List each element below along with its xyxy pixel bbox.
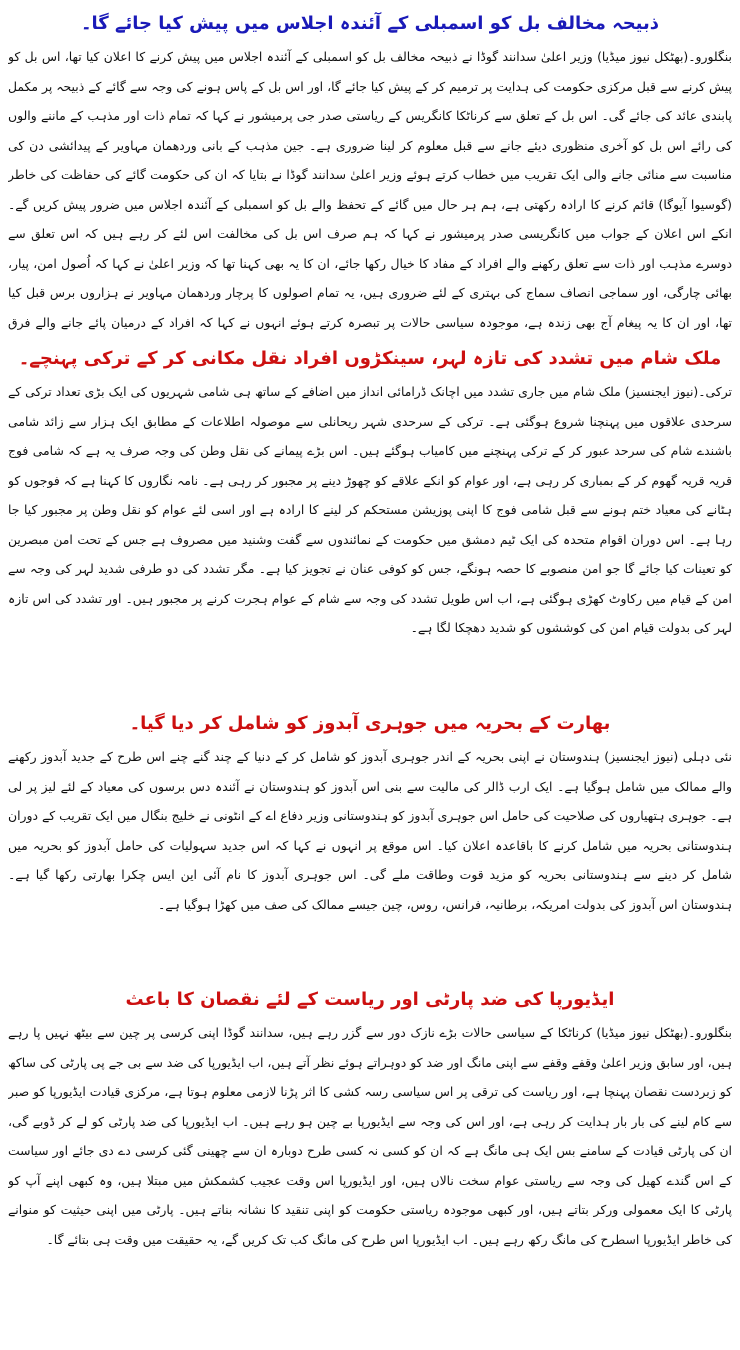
article-body: ترکی۔(نیوز ایجنسیز) ملک شام میں جاری تشدد میں اچانک ڈرامائی انداز میں اضافے کے ساتھ ہی شامی شہریوں کی ایک بڑی تعداد ترکی کے سرحدی علاقوں میں پہنچنا شروع ہوگئی ہے۔ ترکی کے سرحدی شہر ریحانلی سے موصولہ اطلاعات کے مطابق ایک ہزار سے زائد شامی باشندے شام کی سرحد عبور کر کے ترکی پہنچنے میں کامیاب ہوگئے ہیں۔ اس بڑے پیمانے کی نقل وطن کی وجہ صرف یہ ہے کہ شامی فوج قریہ قریہ گھوم کر کے بمباری کر رہی ہے، اور عوام کو انکے علاقے کو چھوڑ دینے پر مجبور کر رہی ہے۔ نامہ نگاروں کا کہنا ہے کہ فوجوں کو ہٹانے کی معیاد ختم ہونے سے قبل شامی فوج کا اپنی پوزیشن مستحکم کر لینے کا ارادہ ہے اور اسی لئے عوام کو نقل وطن پر مجبور کیا جا رہا ہے۔ اس دوران اقوام متحدہ کی ایک ٹیم دمشق میں حکومت کے نمائندوں سے گفت وشنید میں مصروف ہے جس کے تحت امن مبصرین کو تعینات کیا جائے گا جو امن منصوبے کا حصہ ہونگے، جس کو کوفی عنان نے تجویز کیا ہے۔ مگر تشدد کی دو طرفی شدید لہر کی وجہ سے امن کے قیام میں رکاوٹ کھڑی ہوگئی ہے، اب اس طویل تشدد کی وجہ سے شام کے عوام ہجرت کرنے پر مجبور ہیں۔ اور تشدد کی اس تازہ لہر کی بدولت قیام امن کی کوششوں کو شدید دھچکا لگا ہے۔	[8, 384, 732, 635]
article-yeddyurappa	[8, 982, 732, 1343]
article-headline: ملک شام میں تشدد کی تازہ لہر، سینکڑوں افراد نقل مکانی کر کے ترکی پہنچے۔	[18, 348, 722, 369]
article-body: بنگلورو۔(بھٹکل نیوز میڈیا) کرناٹکا کے سیاسی حالات بڑے نازک دور سے گزر رہے ہیں، سدانند گوڈا اپنی کرسی پر چین سے بیٹھ نہیں پا رہے ہیں، اور سابق وزیر اعلیٰ وقفے وقفے سے اپنی مانگ اور ضد کو دوہراتے ہوئے نظر آتے ہیں، اب ایڈیورپا کی ضد سے بی جے پی پارٹی کی ساکھ کو زبردست نقصان پہنچا ہے، اور ریاست کی ترقی پر اس سیاسی رسہ کشی کا اثر پڑنا لازمی معلوم ہوتا ہے، مرکزی قیادت ایڈیورپا کو صبر سے کام لینے کی بار بار ہدایت کر رہی ہے، اور اس کی وجہ سے ایڈیورپا بے چین ہو رہے ہیں۔ اب ایڈیورپا کی ضد پارٹی کو لے کر ڈوبے گی، ان کی پارٹی قیادت کے سامنے بس ایک ہی مانگ ہے کہ ان کو کسی نہ کسی طرح دوبارہ ان سے چھینی گئی کرسی دے دی جائے اور سیاست کے اس گندے کھیل کی وجہ سے ریاستی عوام سخت نالاں ہیں، اور ایڈیورپا اس وقت عجیب کشمکش میں مبتلا ہیں، وہ کبھی اپنے آپ کو پارٹی کا ایک معمولی ورکر بتاتے ہیں، اور کبھی موجودہ ریاستی حکومت کو اپنی تنقید کا نشانہ بناتے ہیں۔ پارٹی میں اپنی حیثیت کو منوانے کی خاطر ایڈیورپا اسطرح کی مانگ رکھ رہے ہیں۔ اب ایڈیورپا اس طرح کی مانگ کب تک کریں گے، یہ حقیقت میں وقت ہی بتائے گا۔	[8, 1025, 732, 1247]
article-slaughter-bill	[8, 6, 732, 337]
article-headline: ایڈیورپا کی ضد پارٹی اور ریاست کے لئے نقصان کا باعث	[125, 989, 615, 1010]
article-headline: بھارت کے بحریہ میں جوہری آبدوز کو شامل کر دیا گیا۔	[129, 713, 611, 734]
article-body: بنگلورو۔(بھٹکل نیوز میڈیا) وزیر اعلیٰ سدانند گوڈا نے ذبیحہ مخالف بل کو اسمبلی کے آئندہ اجلاس میں پیش کرنے کا اعلان کیا تھا، اس بل کو پیش کرنے سے قبل مرکزی حکومت کی ہدایت پر ترمیم کر کے پیش کیا جائے گا، اور اس بل کے پاس ہونے کی وجہ سے گائے کے ذبیحہ پر مکمل پابندی عائد کی جائے گی۔ اس بل کے تعلق سے کرناٹکا کانگریس کے ریاستی صدر جی پرمیشور نے کہا کہ تمام ذات اور مذہب کے ماننے والوں کی رائے اس بل کو آخری منظوری دیئے جانے سے قبل معلوم کر لینا ضروری ہے۔ جین مذہب کے بانی وردھمان مہاویر کے پیدائشی دن کی مناسبت سے منائی جانے والی ایک تقریب میں خطاب کرتے ہوئے وزیر اعلیٰ سدانند گوڈا نے بتایا کہ ان کی حکومت گائے کی حفاظت کی خاطر (گوسیوا آیوگا) قائم کرنے کا ارادہ رکھتی ہے، ہم ہر حال میں گائے کے تحفظ والے بل کو اسمبلی کے آئندہ اجلاس میں ضرور پیش کریں گے۔ انکے اس اعلان کے جواب میں کانگریسی صدر پرمیشور نے کہا کہ ہم صرف اس بل کی مخالفت اس لئے کر رہے ہیں کہ اس تعلق سے دوسرے مذہب اور ذات سے تعلق رکھنے والے افراد کے مفاد کا خیال رکھا جائے، ان کا یہ بھی کہنا تھا کہ وزیر اعلیٰ نے کہا کہ اُصول امن، پیار، بھائی چارگی، اور سماجی انصاف سماج کی بہتری کے لئے ضروری ہیں، یہ تمام اصولوں کا پرچار وردھمان مہاویر نے ہزاروں برس قبل کیا تھا، اور ان کا یہ پیغام آج بھی زندہ ہے، موجودہ سیاسی حالات پر تبصرہ کرتے ہوئے انہوں نے کہا کہ افراد کے درمیان پائے جانے والے فرق	[8, 49, 732, 330]
article-nuclear-submarine	[8, 706, 732, 978]
article-body: نئی دہلی (نیوز ایجنسیز) ہندوستان نے اپنی بحریہ کے اندر جوہری آبدوز کو شامل کر کے دنیا کے چند گنے چنے اس طرح کے جدید آبدوز رکھنے والے ممالک میں شامل ہوگیا ہے۔ ایک ارب ڈالر کی مالیت سے بنی اس آبدوز کو ہندوستان نے آئندہ دس برسوں کی معیاد کے لئے لیز پر لی ہے۔ جوہری ہتھیاروں کی صلاحیت کی حامل اس جوہری آبدوز کو ہندوستانی وزیر دفاع اے کے انٹونی نے خلیج بنگال میں ایک تقریب کے دوران ہندوستانی بحریہ میں شامل کرنے کا باقاعدہ اعلان کیا۔ اس موقع پر انہوں نے کہا کہ اس جدید سہولیات کی حامل آبدوز کو بحریہ میں شامل کر دینے سے ہندوستانی بحریہ کو مزید قوت وطاقت ملے گی۔ اس جوہری آبدوز کا نام آئی این ایس چکرا بھارتی رکھا گیا ہے۔ ہندوستان اس آبدوز کی بدولت امریکہ، برطانیہ، فرانس، روس، چین جیسے ممالک کی صف میں کھڑا ہوگیا ہے۔	[8, 749, 732, 912]
article-syria-violence	[8, 341, 732, 702]
article-headline: ذبیحہ مخالف بل کو اسمبلی کے آئندہ اجلاس میں پیش کیا جائے گا۔	[80, 13, 660, 34]
